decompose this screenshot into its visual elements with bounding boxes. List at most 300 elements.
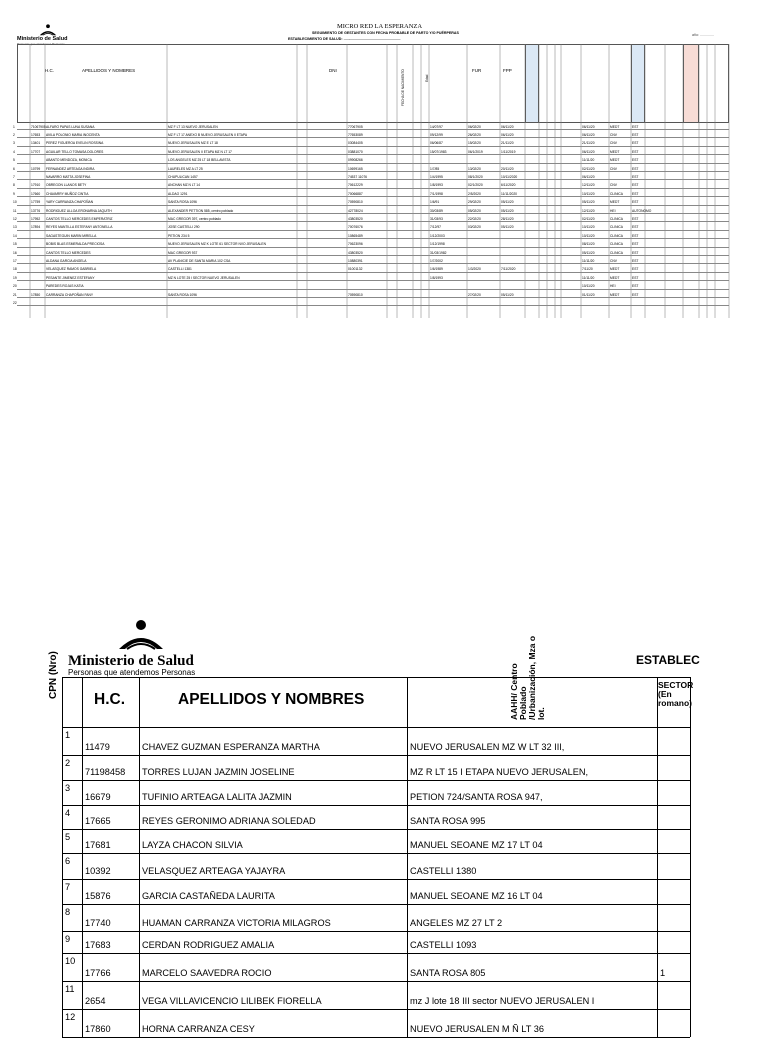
row-number: 18: [13, 267, 17, 272]
cell-fur: 03/02/20: [468, 225, 481, 230]
row-number: 13: [13, 225, 17, 230]
cell-direccion: LOS ANGELES MZ 25 LT 18 BELLAVISTA: [168, 158, 231, 163]
cell-hc: 10392: [85, 866, 111, 876]
row-number: 11: [65, 984, 75, 994]
cell-fur: 13/02/20: [468, 166, 481, 171]
table-row: [13, 123, 729, 130]
table-column-rule: [82, 677, 83, 1037]
row-number: 21: [13, 292, 17, 297]
cell-direccion: MZ R LT 15 I ETAPA NUEVO JERUSALEN,: [410, 767, 589, 777]
table-rule: [62, 727, 690, 728]
header-fur: FUR: [472, 68, 482, 73]
cell-estado: EST: [632, 191, 639, 196]
cell-fur: 08/1/2020: [468, 174, 483, 179]
row-number: 20: [13, 284, 17, 289]
cell-hc: 17766: [85, 968, 111, 978]
brand-sub: Personas que atendemos Personas: [68, 668, 196, 677]
cell-name: PESANTE JIMENEZ ESTEFANY: [46, 275, 95, 280]
cell-dni: 09908266: [348, 158, 363, 163]
cell-name: SAGASTEGUIN MARIN MIRELLA: [46, 233, 97, 238]
table-rule: [62, 879, 690, 880]
cell-name: AVILA POLONIO MARIA INOCENTA: [46, 132, 100, 137]
row-number: 6: [65, 856, 71, 866]
cell-fur: 2/5/2020: [468, 191, 481, 196]
table-row: [13, 249, 729, 256]
cell-direccion: mz J lote 18 III sector NUEVO JERUSALEN I: [410, 996, 595, 1006]
cell-ris: CNV: [610, 132, 617, 137]
table-row: [13, 232, 729, 239]
table-column-rule: [657, 677, 658, 1037]
cell-fecha-nac: 06/06/87: [430, 141, 443, 146]
header-hc: H.C.: [45, 68, 54, 73]
table-rule: [62, 805, 690, 806]
cell-fecha-nac: 30/03/89: [430, 208, 443, 213]
cell-dni: 10880391: [348, 258, 363, 263]
cell-fpp: 11/11/2020: [501, 191, 518, 196]
cell-fecha-nac: 1/12/1998: [430, 242, 445, 247]
cell-fpp: 05/11/20: [501, 208, 514, 213]
cell-hc: 17860: [85, 1024, 111, 1034]
cell-estado: EST: [632, 200, 639, 205]
row-number: 12: [13, 216, 17, 221]
table-row: [13, 257, 729, 264]
cell-registro: 05/11/20: [582, 200, 595, 205]
cell-registro: 06/11/20: [582, 149, 595, 154]
cell-hc: 17653: [31, 132, 41, 137]
cell-fpp: 28/11/20: [501, 216, 514, 221]
cell-name: VELASQUEZ ARTEAGA YAJAYRA: [142, 866, 286, 876]
cell-hc: 17681: [85, 840, 111, 850]
row-number: 9: [13, 191, 15, 196]
cell-dni: 70590810: [348, 292, 363, 297]
table-rule: [62, 1009, 690, 1010]
cell-ris: MEDT: [610, 292, 620, 297]
cell-direccion: ANCHAN MZ N LT 14: [168, 183, 200, 188]
cell-ris: CLINICA: [610, 250, 624, 255]
header-aahh: AAHH/ Centro Poblado /Urbanización, Mza o lot.: [509, 635, 546, 720]
cell-fpp: 05/11/20: [501, 200, 514, 205]
header-sector: SECTOR (En romano): [658, 680, 694, 708]
cell-estado: EST: [632, 292, 639, 297]
cell-hc: 71198458: [85, 767, 126, 777]
cell-name: REYES GERONIMO ADRIANA SOLEDAD: [142, 816, 316, 826]
cell-fecha-nac: 1/6/91: [430, 200, 440, 205]
cell-fpp: 6/11/2020: [501, 183, 516, 188]
cell-name: AGUILAR TELLO TOMASA DOLORES: [46, 149, 104, 154]
table-row: [13, 131, 729, 138]
cell-direccion: MAC GREGOR 397, centro poblado: [168, 216, 221, 221]
cell-hc: 17707: [31, 149, 41, 154]
cell-name: CERDAN RODRIGUEZ AMALIA: [142, 940, 275, 950]
cell-fur: 06/02/20: [468, 124, 481, 129]
cell-fpp: 06/11/20: [501, 132, 514, 137]
cell-ris: CNV: [610, 258, 617, 263]
sheet-zoomed: [48, 611, 700, 1034]
cell-estado: EST: [632, 158, 639, 163]
cell-fecha-nac: 1/4/1995: [430, 174, 443, 179]
row-number: 5: [65, 832, 71, 842]
table-column-rule: [407, 677, 408, 1037]
cell-registro: 21/11/20: [582, 141, 595, 146]
cell-name: CANTOS TELLO MERCEDES EMPERATRIZ: [46, 216, 113, 221]
row-number: 2: [65, 758, 71, 768]
cell-direccion: CASTELLI 1380: [410, 866, 477, 876]
cell-dni: 77653089: [348, 132, 363, 137]
cell-hc: 17759: [31, 200, 41, 205]
cell-name: RODRIGUEZ ULLOA ERONARNA JAQUITH: [46, 208, 112, 213]
cell-dni: 10865489: [348, 233, 363, 238]
cell-fpp: 05/11/20: [501, 225, 514, 230]
cell-direccion: SANTA ROSA 1096: [168, 200, 197, 205]
row-number: 8: [13, 183, 15, 188]
table-row: [13, 299, 729, 306]
cell-ris: CLINICA: [610, 225, 624, 230]
cell-fpp: 20/11/20: [501, 166, 514, 171]
cell-name: NAVARRO MATTA JOSEFINA: [46, 174, 91, 179]
cell-direccion: NUEVO JERUSALEN MZ W LT 32 III,: [410, 742, 565, 752]
cell-ris: MEDT: [610, 275, 620, 280]
cell-dni: 77067905: [348, 124, 363, 129]
cell-fecha-nac: 15/07/1983: [430, 149, 447, 154]
cell-name: LAYZA CHACON SILVIA: [142, 840, 243, 850]
cell-estado: EST: [632, 183, 639, 188]
cell-estado: EST: [632, 141, 639, 146]
cell-ris: MEDT: [610, 158, 620, 163]
ministerio-logo: [62, 619, 222, 675]
table-rule: [62, 829, 690, 830]
cell-name: ALFARO PAPAS LUNA SUSANA: [46, 124, 95, 129]
cell-estado: EST: [632, 250, 639, 255]
cell-name: BOBIS BLAS ESMERALDA PRECIOSA: [46, 242, 105, 247]
row-number: 22: [13, 300, 17, 305]
cell-ris: CNV: [610, 183, 617, 188]
cell-hc: 17952: [31, 216, 41, 221]
cell-direccion: MZ F LT 17 ANEXO B NUEVO JERUSALEN II ETAPA: [168, 132, 248, 137]
cell-registro: 11/11/20: [582, 275, 595, 280]
cell-hc: 2654: [85, 996, 106, 1006]
cell-direccion: PETION 234 5: [168, 233, 190, 238]
table-rule: [62, 853, 690, 854]
cell-direccion: CASTELLI 1093: [410, 940, 477, 950]
table-row: [13, 215, 729, 222]
cell-name: CHAVARRY MUÑOZ CINTIA: [46, 191, 89, 196]
establecimiento-fragment: ESTABLEC: [636, 653, 700, 667]
cell-direccion: MAC GREGOR 937: [168, 250, 198, 255]
cell-ris: CLINICA: [610, 191, 624, 196]
cell-direccion: CHUPULICAN 1457: [168, 174, 198, 179]
table-rule: [62, 677, 690, 678]
table-row: [13, 224, 729, 231]
cell-direccion: MANUEL SEOANE MZ 16 LT 04: [410, 891, 543, 901]
cell-hc: 17910: [31, 183, 41, 188]
cell-estado: EST: [632, 242, 639, 247]
table-row: [13, 241, 729, 248]
cell-sector: 1: [660, 968, 666, 978]
row-number: 3: [13, 141, 15, 146]
cell-estado: EST: [632, 124, 639, 129]
cell-fecha-nac: 7/1/1998: [430, 191, 443, 196]
cell-estado: EST: [632, 233, 639, 238]
cell-direccion: AV PLANICIE DE SANTA MARIA 102 CSA: [168, 258, 231, 263]
cell-ris: MEDT: [610, 149, 620, 154]
cell-name: PAREDES ROJAS KATIA: [46, 284, 84, 289]
cell-registro: 06/11/20: [582, 174, 595, 179]
header-cpn: CPN (Nro): [48, 651, 59, 699]
cell-registro: 12/11/20: [582, 208, 595, 213]
cell-registro: 08/11/20: [582, 242, 595, 247]
row-number: 4: [13, 149, 15, 154]
table-row: [13, 173, 729, 180]
cell-hc: 16679: [85, 792, 111, 802]
cell-dni: 42778024: [348, 208, 363, 213]
cell-direccion: NUEVO JERUSALEN MZ K LOTE 61 SECTOR NVO JERUSALEN: [168, 242, 266, 247]
cell-name: PEREZ FIGUEROA EVELIN ROSSINA: [46, 141, 104, 146]
cell-fecha-nac: 31/03/93: [430, 216, 443, 221]
table-row: [13, 199, 729, 206]
cell-name: HORNA CARRANZA CESY: [142, 1024, 255, 1034]
cell-direccion: NUEVO JERUSALEN M Ñ LT 36: [410, 1024, 544, 1034]
cell-fur: 05/02/20: [468, 208, 481, 213]
cell-direccion: ANGELES MZ 27 LT 2: [410, 918, 503, 928]
cell-estado: EST: [632, 166, 639, 171]
table-rule: [62, 904, 690, 905]
cell-hc: 17740: [85, 918, 111, 928]
cell-registro: 11/11/20: [582, 158, 595, 163]
brand-label: Ministerio de Salud: [17, 36, 68, 42]
year-label: año: ..............: [692, 33, 714, 37]
brand-label: Ministerio de Salud: [68, 653, 194, 669]
row-number: 4: [65, 808, 71, 818]
cell-fur: 29/02/20: [468, 200, 481, 205]
cell-registro: 12/11/20: [582, 183, 595, 188]
cell-name: VEGA VILLAVICENCIO LILIBEK FIORELLA: [142, 996, 322, 1006]
cell-name: OBREGON LLANOS BETY: [46, 183, 87, 188]
cell-dni: 70076076: [348, 225, 363, 230]
row-number: 5: [13, 158, 15, 163]
cell-direccion: ALEXANDER PETTION 585, centro poblado: [168, 208, 234, 213]
row-number: 1: [65, 730, 71, 740]
table-row: [13, 182, 729, 189]
cell-registro: 01/11/20: [582, 292, 595, 297]
cell-dni: 01001132: [348, 267, 363, 272]
sheet-title: MICRO RED LA ESPERANZA: [337, 23, 423, 30]
cell-direccion: NUEVO JERUSALEN II ETAPA MZ N LT 17: [168, 149, 232, 154]
cell-fur: 02/1/2020: [468, 183, 483, 188]
cell-dni: 43803520: [348, 250, 363, 255]
cell-fecha-nac: 1/7/2002: [430, 258, 443, 263]
cell-direccion: LAURELES MZ A LT 25: [168, 166, 203, 171]
cell-direccion: MANUEL SEOANE MZ 17 LT 04: [410, 840, 543, 850]
cell-direccion: SANTA ROSA 995: [410, 816, 486, 826]
cell-name: CHAVEZ GUZMAN ESPERANZA MARTHA: [142, 742, 320, 752]
cell-name: ABANTO MENDOZA, MONICA: [46, 158, 92, 163]
cell-ris: CNV: [610, 166, 617, 171]
cell-estado: EST: [632, 149, 639, 154]
cell-ris: HEI: [610, 284, 616, 289]
cell-fecha-nac: 1/8/1993: [430, 183, 443, 188]
cell-name: TORRES LUJAN JAZMIN JOSELINE: [142, 767, 295, 777]
cell-direccion: SANTA ROSA 1096: [168, 292, 197, 297]
row-number: 17: [13, 258, 17, 263]
cell-registro: 06/11/20: [582, 132, 595, 137]
row-number: 3: [65, 783, 71, 793]
cell-direccion: JOSE CASTELLI 290: [168, 225, 200, 230]
cell-hc: 15876: [85, 891, 111, 901]
row-number: 15: [13, 242, 17, 247]
cell-estado: EST: [632, 284, 639, 289]
cell-hc: 71067905: [31, 124, 46, 129]
cell-registro: 05/11/20: [582, 250, 595, 255]
cell-fecha-nac: 1/12/2003: [430, 233, 445, 238]
cell-hc: 17660: [31, 191, 41, 196]
ministerio-emblem-icon: [39, 24, 57, 36]
row-number: 10: [65, 956, 76, 966]
cell-hc: 13401: [31, 141, 41, 146]
row-number: 11: [13, 208, 17, 213]
row-number: 16: [13, 250, 17, 255]
header-apellidos: APELLIDOS Y NOMBRES: [178, 691, 365, 708]
cell-fecha-nac: 1/8/1993: [430, 275, 443, 280]
cell-fur: 15/02/20: [468, 141, 481, 146]
table-row: [13, 140, 729, 147]
cell-direccion: MZ N LOTE 25 I SECTOR NUEVO JERUSALEN: [168, 275, 240, 280]
cell-name: GARCIA CASTAÑEDA LAURITA: [142, 891, 275, 901]
cell-registro: 10/11/20: [582, 284, 595, 289]
table-column-rule: [139, 677, 140, 1037]
cell-hc: 13776: [31, 208, 41, 213]
cell-registro: 10/11/20: [582, 191, 595, 196]
ministerio-logo-small: [17, 24, 87, 44]
cell-name: REYES MANTILLA ESTEFANY ANTONELLA: [46, 225, 113, 230]
cell-fecha-nac: 14/07/97: [430, 124, 443, 129]
table-row: [13, 274, 729, 281]
cell-name: HUAMAN CARRANZA VICTORIA MILAGROS: [142, 918, 331, 928]
cell-ris: CLINICA: [610, 216, 624, 221]
cell-registro: 10/11/20: [582, 225, 595, 230]
header-hc: H.C.: [94, 691, 125, 708]
cell-dni: 70066887: [348, 191, 363, 196]
row-number: 7: [13, 174, 15, 179]
cell-fpp: 10/11/2020: [501, 174, 518, 179]
cell-dni: 03084405: [348, 141, 363, 146]
row-number: 2: [13, 132, 15, 137]
cell-estado: EST: [632, 174, 639, 179]
cell-estado: EST: [632, 132, 639, 137]
cell-estado: EST: [632, 216, 639, 221]
cell-fpp: 1/11/2019: [501, 149, 516, 154]
cell-direccion: ALDAO 1291: [168, 191, 188, 196]
cell-name: VELASQUEZ RAMOS GABRIELA: [46, 267, 97, 272]
cell-ris: CLINICA: [610, 233, 624, 238]
header-dni: DNI: [329, 68, 337, 73]
cell-hc: 17665: [85, 816, 111, 826]
cell-ris: HEI: [610, 208, 616, 213]
table-row: [13, 207, 729, 214]
sheet-subtitle: SEGUIMIENTO DE GESTANTES CON FECHA PROBABLE DE PARTO Y/O PUÉRPERAS: [312, 31, 459, 35]
header-apellidos: APELLIDOS Y NOMBRES: [82, 68, 136, 73]
cell-dni: 43803520: [348, 216, 363, 221]
row-number: 14: [13, 233, 17, 238]
cell-ris: MEDT: [610, 124, 620, 129]
cell-fecha-nac: 1/6/1989: [430, 267, 443, 272]
cell-hc: 17683: [85, 940, 111, 950]
cell-hc: 11479: [85, 742, 110, 752]
header-fpp: FPP: [503, 68, 512, 73]
table-row: [13, 190, 729, 197]
cell-dni: 70612229: [348, 183, 363, 188]
cell-direccion: SANTA ROSA 805: [410, 968, 486, 978]
cell-fur: 1/3/2020: [468, 267, 481, 272]
cell-estado: EST: [632, 275, 639, 280]
cell-fpp: 7/11/2020: [501, 267, 516, 272]
table-rule: [62, 931, 690, 932]
cell-registro: 10/11/20: [582, 233, 595, 238]
table-row: [13, 165, 729, 172]
cell-fpp: 06/11/20: [501, 124, 514, 129]
table-rule: [62, 755, 690, 756]
cell-dni: 70623096: [348, 242, 363, 247]
cell-ris: CLINICA: [610, 242, 624, 247]
table-column-rule: [62, 677, 63, 1037]
table-row: [13, 157, 729, 164]
establecimiento-label: ESTABLECIMIENTO DE SALUD: .........................................................: [288, 37, 401, 41]
cell-estado: EST: [632, 258, 639, 263]
cell-direccion: PETION 724/SANTA ROSA 947,: [410, 792, 543, 802]
brand-sub: Personas que atendemos Personas: [17, 42, 65, 46]
cell-fpp: 21/11/20: [501, 141, 514, 146]
cell-registro: 02/11/20: [582, 166, 595, 171]
cell-ris: MEDT: [610, 200, 620, 205]
table-row: [13, 266, 729, 273]
row-number: 1: [13, 124, 15, 129]
cell-estado: EST: [632, 225, 639, 230]
cell-name: CARRANZA CHAPOÑAN FANY: [46, 292, 94, 297]
cell-name: YARY CARRANZA CHAPOÑAN: [46, 200, 94, 205]
cell-name: TUFINIO ARTEAGA LALITA JAZMIN: [142, 792, 292, 802]
cell-ris: MEDT: [610, 267, 620, 272]
cell-dni: 70590810: [348, 200, 363, 205]
cell-direccion: NUEVO JERUSALEN MZ E LT 18: [168, 141, 218, 146]
cell-direccion: MZ F LT 13 NUEVO JERUSALEN: [168, 124, 218, 129]
cell-registro: 11/11/20: [582, 258, 595, 263]
cell-fecha-nac: 09/12/99: [430, 132, 443, 137]
cell-fur: 27/02/20: [468, 292, 481, 297]
cell-name: MARCELO SAAVEDRA ROCIO: [142, 968, 272, 978]
header-fecha-nac: FECHA DE NACIMIENTO: [401, 69, 405, 106]
cell-fur: 26/02/20: [468, 132, 481, 137]
row-number: 12: [65, 1012, 76, 1022]
cell-estado: EST: [632, 267, 639, 272]
cell-registro: 02/11/20: [582, 216, 595, 221]
cell-name: FERNANDEZ ARTEAGA INDIRA: [46, 166, 95, 171]
cell-fecha-nac: 31/03/1982: [430, 250, 447, 255]
cell-fecha-nac: 1/7/85: [430, 166, 440, 171]
cell-direccion: CASTELLI 1381: [168, 267, 192, 272]
cell-dni: 03881070: [348, 149, 363, 154]
table-row: [13, 283, 729, 290]
row-number: 7: [65, 882, 71, 892]
cell-dni: 10699165: [348, 166, 363, 171]
row-number: 8: [65, 907, 71, 917]
cell-fpp: 05/11/20: [501, 292, 514, 297]
header-edad: Edad: [425, 74, 429, 82]
cell-registro: 7/11/20: [582, 267, 593, 272]
row-number: 6: [13, 166, 15, 171]
cell-hc: 17894: [31, 225, 41, 230]
row-number: 9: [65, 934, 71, 944]
cell-fecha-nac: 7/12/97: [430, 225, 441, 230]
cell-registro: 06/11/20: [582, 124, 595, 129]
